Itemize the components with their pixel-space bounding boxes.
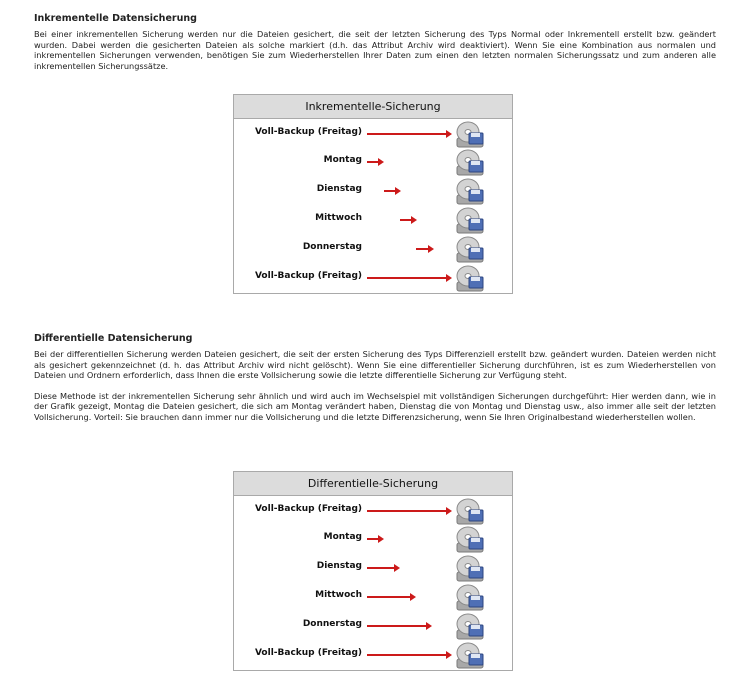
diagram-row [234, 148, 512, 176]
arrow-icon [367, 596, 411, 598]
arrow-icon [384, 190, 396, 192]
diagram-row [234, 612, 512, 640]
backup-disk-icon [455, 236, 485, 263]
row-label: Voll-Backup (Freitag) [254, 271, 362, 281]
diagram-row [234, 497, 512, 525]
diagram-row [234, 206, 512, 234]
backup-disk-icon [455, 555, 485, 582]
row-label: Donnerstag [302, 619, 362, 629]
row-label: Voll-Backup (Freitag) [254, 127, 362, 137]
backup-disk-icon [455, 584, 485, 611]
arrow-icon [367, 538, 379, 540]
row-label: Montag [323, 155, 362, 165]
arrow-icon [367, 277, 447, 279]
diagram-incremental [233, 94, 513, 294]
diagram-row [234, 235, 512, 263]
row-label: Mittwoch [315, 213, 362, 223]
section-paragraph: Bei einer inkrementellen Sicherung werden nur die Dateien gesichert, die seit der letzten Sicherung des Typs Normal oder Inkrementell erstellt bzw. geändert wurden. Dabei werden die gesicherten Dateien als solche markiert (d.h. das Attribut Archiv wird deaktiviert). Wenn Sie eine Kombination aus normalen und inkrementellen Sicherungen verwenden, benötigen Sie zum Wiederherstellen Ihrer Daten zum einen den letzten normalen Sicherungssatz und zum anderen alle inkrementellen Sicherungssätze. [34, 29, 716, 71]
arrow-icon [416, 248, 429, 250]
backup-disk-icon [455, 265, 485, 292]
backup-disk-icon [455, 149, 485, 176]
backup-disk-icon [455, 526, 485, 553]
row-label: Voll-Backup (Freitag) [254, 648, 362, 658]
section-heading: Differentielle Datensicherung [34, 333, 193, 344]
row-label: Dienstag [316, 184, 362, 194]
arrow-icon [400, 219, 412, 221]
section-paragraph: Bei der differentiellen Sicherung werden Dateien gesichert, die seit der ersten Sicherung des Typs Differenziell erstellt bzw. geändert wurden. Dateien werden nicht als gesichert gekennzeichnet (d. h. das Attribut Archiv wird nicht gelöscht). Wenn Sie eine differentieller Sicherung durchführen, ist es zum Wiederherstellen von Dateien und Ordnern erforderlich, dass Ihnen die erste Vollsicherung sowie die letzte differentielle Sicherung zur Verfügung steht. [34, 349, 716, 381]
diagram-differential [233, 471, 513, 671]
row-label: Montag [323, 532, 362, 542]
section-paragraph: Diese Methode ist der inkrementellen Sicherung sehr ähnlich und wird auch im Wechselspiel mit vollständigen Sicherungen durchgeführt: Hier werden dann, wie in der Grafik gezeigt, Montag die Dateien gesichert, die sich am Montag verändert haben, Dienstag die von Montag und Dienstag usw., also immer alle seit der letzten Vollsicherung. Vorteil: Sie brauchen dann immer nur die Vollsicherung und die letzte Differenzsicherung, wenn Sie Ihren Originalbestand wiederherstellen wollen. [34, 390, 716, 422]
arrow-icon [367, 567, 395, 569]
diagram-row [234, 554, 512, 582]
section-incremental [34, 13, 716, 71]
diagram-row [234, 264, 512, 292]
section-heading: Inkrementelle Datensicherung [34, 13, 197, 24]
backup-disk-icon [455, 121, 485, 148]
diagram-row [234, 641, 512, 669]
diagram-title: Inkrementelle-Sicherung [234, 95, 512, 119]
row-label: Voll-Backup (Freitag) [254, 504, 362, 514]
diagram-row [234, 120, 512, 148]
section-differential [34, 333, 716, 423]
arrow-icon [367, 161, 379, 163]
arrow-icon [367, 133, 447, 135]
backup-disk-icon [455, 178, 485, 205]
backup-disk-icon [455, 498, 485, 525]
diagram-row [234, 583, 512, 611]
backup-disk-icon [455, 613, 485, 640]
diagram-title: Differentielle-Sicherung [234, 472, 512, 496]
row-label: Mittwoch [315, 590, 362, 600]
arrow-icon [367, 625, 427, 627]
arrow-icon [367, 510, 447, 512]
diagram-row [234, 177, 512, 205]
arrow-icon [367, 654, 447, 656]
backup-disk-icon [455, 642, 485, 669]
diagram-row [234, 525, 512, 553]
row-label: Dienstag [316, 561, 362, 571]
backup-disk-icon [455, 207, 485, 234]
row-label: Donnerstag [302, 242, 362, 252]
